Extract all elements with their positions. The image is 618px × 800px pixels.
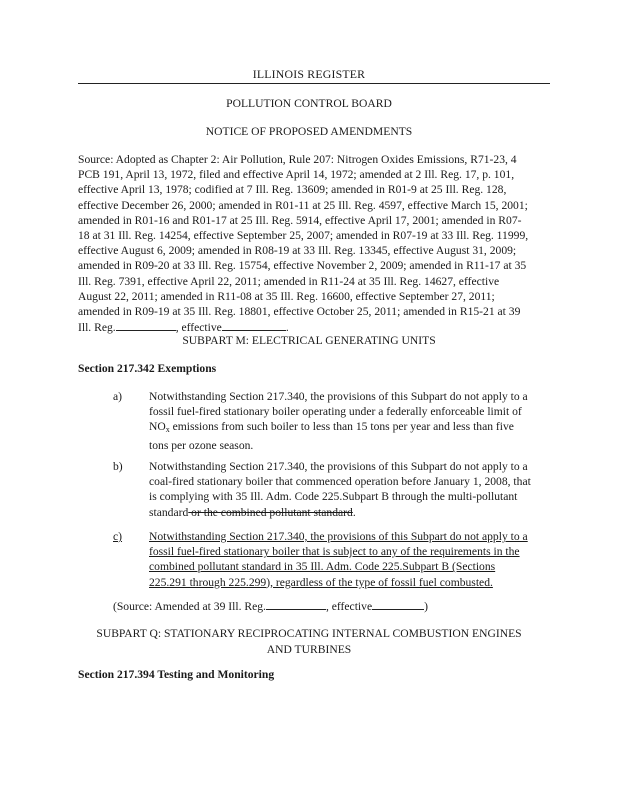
subsection-label: b) <box>113 460 123 473</box>
agency-name: POLLUTION CONTROL BOARD <box>226 97 392 110</box>
text-line <box>149 505 551 520</box>
subpart-q-title <box>0 626 618 657</box>
text-line <box>149 419 551 437</box>
section-217-342-heading: Section 217.342 Exemptions <box>78 362 217 375</box>
nox-subscript: x <box>165 425 170 435</box>
text-fragment: . <box>352 505 356 519</box>
text-line: 225.291 through 225.299), regardless of the type of fossil fuel combusted. <box>149 575 493 589</box>
text-fragment: emissions from such boiler to less than 15 tons per year and less than five <box>169 420 514 434</box>
subpart-m-title: SUBPART M: ELECTRICAL GENERATING UNITS <box>182 334 436 347</box>
amendment-source-note <box>113 598 428 614</box>
subsection-label: a) <box>113 390 123 403</box>
source-effective-blank <box>222 319 286 331</box>
source-line: amended in R01-16 and R01-17 at 25 Ill. Reg. 5914, effective April 17, 2001; amended in R07- <box>78 213 522 227</box>
subsection-label: c) <box>113 530 123 543</box>
text-line: Notwithstanding Section 217.340, the provisions of this Subpart do not apply to a <box>149 530 528 543</box>
subsection-text <box>149 459 551 520</box>
amend-effective-blank <box>372 598 424 610</box>
subpart-q-line: SUBPART Q: STATIONARY RECIPROCATING INTERNAL COMBUSTION ENGINES <box>96 627 522 640</box>
source-line: effective August 6, 2009; amended in R08-19 at 33 Ill. Reg. 13345, effective August 31, 2009; <box>78 244 517 258</box>
nox-symbol: NO <box>149 420 166 434</box>
source-effective-label: , effective <box>175 321 222 335</box>
inserted-text <box>149 529 551 590</box>
source-line: effective December 26, 2000; amended in R01-11 at 25 Ill. Reg. 4597, effective March 15, 2001; <box>78 198 528 212</box>
source-note <box>78 152 550 335</box>
register-title: ILLINOIS REGISTER <box>252 67 366 81</box>
text-line: combined pollutant standard in 35 Ill. Adm. Code 225.Subpart B (Sections <box>149 560 496 574</box>
source-line: Source: Adopted as Chapter 2: Air Pollution, Rule 207: Nitrogen Oxides Emissions, R71-23, 4 <box>78 153 517 166</box>
text-line: coal-fired stationary boiler that commenced operation before January 1, 2008, that <box>149 475 531 489</box>
amend-reg-blank <box>266 598 326 610</box>
amend-end: ) <box>424 600 428 613</box>
source-reg-blank <box>116 319 176 331</box>
subpart-q-line: AND TURBINES <box>266 642 352 656</box>
source-line: August 22, 2011; amended in R11-08 at 35 Ill. Reg. 16600, effective September 27, 2011; <box>78 289 495 303</box>
source-line: Ill. Reg. 7391, effective April 22, 2011; amended in R11-24 at 35 Ill. Reg. 14627, effective <box>78 274 500 288</box>
amend-prefix: (Source: Amended at 39 Ill. Reg. <box>113 600 266 613</box>
text-fragment: standard <box>149 505 189 519</box>
deleted-text: or the combined pollutant standard <box>188 505 353 519</box>
text-line: fossil fuel-fired stationary boiler that is subject to any of the requirements in the <box>149 545 520 559</box>
text-line: tons per ozone season. <box>149 438 254 452</box>
text-line: is complying with 35 Ill. Adm. Code 225.Subpart B through the multi-pollutant <box>149 490 518 504</box>
header-rule <box>78 83 550 84</box>
source-line: amended in R09-19 at 35 Ill. Reg. 18801, effective October 25, 2011; amended in R15-21 at 39 <box>78 305 521 319</box>
text-line: Notwithstanding Section 217.340, the provisions of this Subpart do not apply to a <box>149 460 528 473</box>
source-line: PCB 191, April 13, 1972, filed and effective April 14, 1972; amended at 2 Ill. Reg. 17, p. 101, <box>78 168 515 182</box>
source-line: effective April 13, 1978; codified at 7 Ill. Reg. 13609; amended in R01-9 at 25 Ill. Reg. 128, <box>78 183 507 197</box>
source-line: 18 at 31 Ill. Reg. 14254, effective September 25, 2007; amended in R07-19 at 33 Ill. Reg. 11999, <box>78 229 529 243</box>
source-reg-prefix: Ill. Reg. <box>78 321 116 335</box>
amend-effective-label: , effective <box>325 600 373 613</box>
subsection-text <box>149 389 551 453</box>
text-line: Notwithstanding Section 217.340, the provisions of this Subpart do not apply to a <box>149 390 528 403</box>
source-end-period: . <box>285 321 289 335</box>
notice-title: NOTICE OF PROPOSED AMENDMENTS <box>205 125 413 138</box>
source-line: amended in R09-20 at 33 Ill. Reg. 15754, effective November 2, 2009; amended in R11-17 at 35 <box>78 259 527 273</box>
section-217-394-heading: Section 217.394 Testing and Monitoring <box>78 668 275 681</box>
text-line: fossil fuel-fired stationary boiler operating under a federally enforceable limit of <box>149 405 522 419</box>
